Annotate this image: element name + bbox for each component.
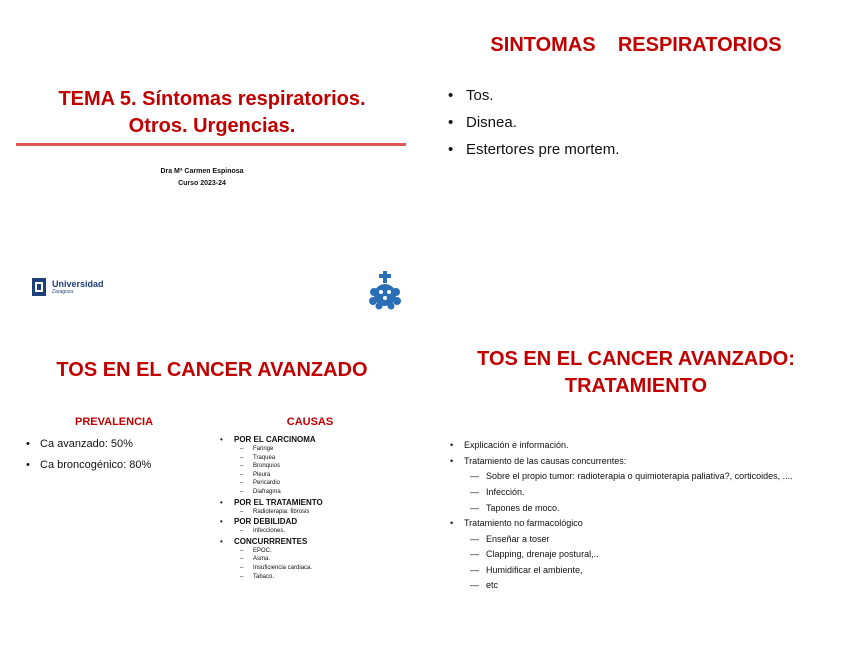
author-name: Dra Mª Carmen Espinosa: [160, 168, 244, 175]
treatment-sublist: [464, 532, 830, 594]
course-year: Curso 2023-24: [178, 180, 226, 187]
university-logo: [32, 278, 104, 296]
list-item: — etc: [470, 578, 830, 594]
cause-sublist: [234, 527, 323, 536]
cause-group: [220, 516, 323, 536]
cause-sublist: [234, 508, 323, 517]
list-item: — Tapones de moco.: [470, 501, 830, 517]
list-item: • Tos.: [448, 82, 619, 109]
slide-heading: [424, 346, 848, 400]
list-item: – Insuficiencia cardiaca.: [240, 564, 323, 573]
list-item: – Faringe: [240, 445, 323, 454]
list-item: • Disnea.: [448, 109, 619, 136]
list-item: [450, 516, 830, 594]
author-block: [0, 166, 404, 190]
cause-group-label: POR DEBILIDAD: [234, 517, 298, 527]
university-subtitle: Zaragoza: [52, 288, 74, 295]
slide-cough-advanced-cancer: [0, 328, 424, 655]
list-item: – Bronquios: [240, 462, 323, 471]
cause-group: [220, 497, 323, 517]
university-crest-icon: [32, 278, 46, 296]
bullet-label: Tratamiento de las causas concurrentes:: [464, 455, 627, 466]
university-name: Universidad: [52, 278, 104, 289]
treatment-list: [450, 438, 830, 594]
title-line-1: TOS EN EL CANCER AVANZADO:: [477, 348, 795, 370]
list-item: — Sobre el propio tumor: radioterapia o quimioterapia paliativa?, corticoides, ....: [470, 469, 830, 485]
list-item: — Clapping, drenaje postural,..: [470, 547, 830, 563]
list-item: • Ca avanzado: 50%: [26, 434, 151, 455]
cause-group: [220, 536, 323, 581]
title-line-1: TEMA 5. Síntomas respiratorios.: [58, 88, 366, 110]
list-item: — Infección.: [470, 485, 830, 501]
slide-respiratory-symptoms: [424, 0, 848, 327]
slide-cough-treatment: [424, 328, 848, 655]
slide-title: [0, 0, 424, 327]
cause-group-label: POR EL CARCINOMA: [234, 435, 316, 444]
list-item: – Traquea: [240, 454, 323, 463]
list-item: – Infecciones.: [240, 527, 323, 536]
list-item: — Enseñar a toser: [470, 532, 830, 548]
slide-heading: TOS EN EL CANCER AVANZADO: [56, 359, 368, 381]
cause-sublist: [234, 547, 323, 581]
treatment-sublist: [464, 469, 830, 516]
institution-seal-icon: [366, 270, 404, 310]
list-item: • Estertores pre mortem.: [448, 136, 619, 163]
bullet-label: Explicación e información.: [464, 440, 569, 450]
symptoms-list: [448, 82, 619, 163]
cause-group-label: POR EL TRATAMIENTO: [234, 497, 323, 507]
prevalence-list: [26, 434, 151, 476]
list-item: – Radioterapia: fibrosis: [240, 508, 323, 517]
list-item: – Asma.: [240, 555, 323, 564]
cause-group: [220, 434, 323, 497]
list-item: – Tabaco.: [240, 573, 323, 582]
slide-heading: SINTOMAS RESPIRATORIOS: [490, 34, 782, 56]
list-item: — Humidificar el ambiente,: [470, 563, 830, 579]
title-line-2: Otros. Urgencias.: [128, 115, 296, 137]
list-item: – Pleura: [240, 471, 323, 480]
list-item: [450, 454, 830, 517]
slide-title-heading: [10, 86, 414, 140]
cause-sublist: [234, 445, 323, 497]
causes-heading: CAUSAS: [286, 416, 334, 428]
prevalence-heading: PREVALENCIA: [74, 416, 154, 428]
bullet-label: Tratamiento no farmacológico: [464, 518, 583, 528]
causes-list: [220, 434, 323, 581]
list-item: • Ca broncogénico: 80%: [26, 455, 151, 476]
list-item: [450, 438, 830, 454]
list-item: – EPOC.: [240, 547, 323, 556]
cause-group-label: CONCURRRENTES: [234, 536, 308, 546]
title-divider: [16, 143, 406, 146]
list-item: – Diafragma: [240, 488, 323, 497]
list-item: – Pericardio: [240, 479, 323, 488]
title-line-2: TRATAMIENTO: [564, 375, 708, 397]
